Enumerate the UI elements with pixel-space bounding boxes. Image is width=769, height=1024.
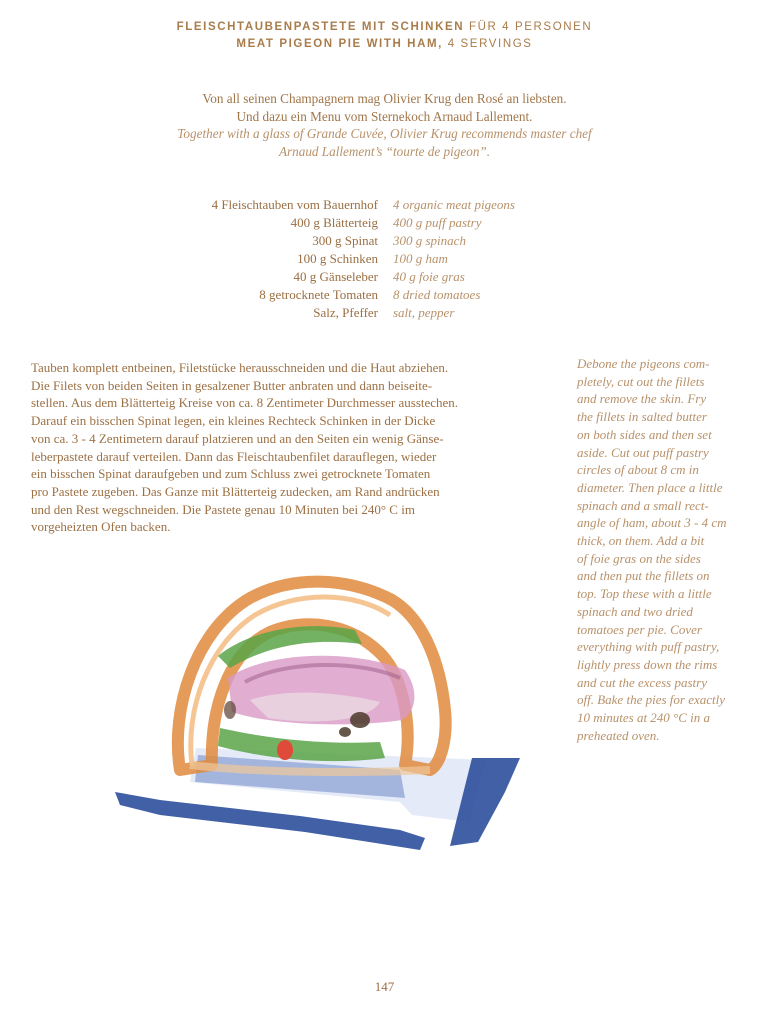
filling-dark <box>224 701 236 719</box>
method-en-line: aside. Cut out puff pastry <box>577 444 709 460</box>
method-de-line: und den Rest wegschneiden. Die Pastete genau 10 Minuten bei 240° C im <box>31 501 415 517</box>
method-en-line: 10 minutes at 240 °C in a <box>577 710 711 726</box>
ingredient-row <box>0 196 769 214</box>
recipe-header <box>0 19 769 53</box>
ingredient-en: 100 g ham <box>393 251 448 266</box>
ingredient-en: salt, pepper <box>393 305 455 320</box>
method-en-line: spinach and two dried <box>577 603 693 619</box>
method-de-line: stellen. Aus dem Blätterteig Kreise von ca. 8 Zentimeter Durchmesser ausstechen. <box>31 395 459 411</box>
method-german <box>31 359 521 536</box>
intro-de-line-2: Und dazu ein Menu vom Sternekoch Arnaud Lallement. <box>236 108 533 124</box>
method-en-line: on both sides and then set <box>577 426 712 442</box>
method-en-line: angle of ham, about 3 - 4 cm <box>577 515 727 531</box>
ingredient-en: 8 dried tomatoes <box>393 287 481 302</box>
pigeon-pie-illustration <box>100 560 540 900</box>
intro-en-line-2: Arnaud Lallement’s “tourte de pigeon”. <box>278 143 491 159</box>
ingredient-en: 4 organic meat pigeons <box>393 197 515 212</box>
ingredient-row <box>0 286 769 304</box>
method-de-line: Tauben komplett entbeinen, Filetstücke herausschneiden und die Haut abziehen. <box>31 360 449 375</box>
method-en-line: thick, on them. Add a bit <box>577 533 705 549</box>
ingredient-de: 400 g Blätterteig <box>290 215 378 230</box>
method-en-line: Debone the pigeons com- <box>577 356 710 371</box>
method-en-line: preheated oven. <box>577 727 660 743</box>
ingredient-de: Salz, Pfeffer <box>313 305 378 320</box>
ingredient-de: 100 g Schinken <box>297 251 378 266</box>
german-servings: FÜR 4 PERSONEN <box>468 21 593 33</box>
german-title: FLEISCHTAUBENPASTETE MIT SCHINKEN <box>176 21 465 33</box>
ingredient-de: 4 Fleischtauben vom Bauernhof <box>211 197 378 212</box>
foie-gras-dark <box>350 712 370 728</box>
ingredient-en: 300 g spinach <box>393 233 466 248</box>
method-en-line: pletely, cut out the fillets <box>577 373 705 389</box>
dried-tomato <box>277 740 293 760</box>
english-servings: 4 SERVINGS <box>447 38 533 50</box>
method-de-line: leberpastete darauf verteilen. Dann das Fleischtaubenfilet darauflegen, wieder <box>31 448 437 464</box>
english-title-line <box>0 36 769 53</box>
ingredient-de: 40 g Gänseleber <box>293 269 378 284</box>
method-de-line: vorgeheizten Ofen backen. <box>31 519 171 535</box>
ingredient-en: 40 g foie gras <box>393 269 465 284</box>
method-en-line: circles of about 8 cm in <box>577 462 699 478</box>
method-english <box>577 355 747 744</box>
method-de-line: Die Filets von beiden Seiten in gesalzener Butter anbraten und dann beiseite- <box>31 377 433 393</box>
method-en-line: lightly press down the rims <box>577 656 718 672</box>
ingredient-row <box>0 268 769 286</box>
ingredient-row <box>0 304 769 322</box>
ingredient-de: 8 getrocknete Tomaten <box>259 287 378 302</box>
method-en-line: and remove the skin. Fry <box>577 391 707 407</box>
ingredient-de: 300 g Spinat <box>312 233 378 248</box>
page-number: 147 <box>374 979 395 994</box>
ingredient-row <box>0 250 769 268</box>
method-en-line: of foie gras on the sides <box>577 550 701 566</box>
foie-gras-dark-2 <box>339 727 351 737</box>
method-en-line: everything with puff pastry, <box>577 639 720 655</box>
method-en-line: diameter. Then place a little <box>577 479 723 495</box>
method-en-line: and cut the excess pastry <box>577 674 707 690</box>
ingredient-en: 400 g puff pastry <box>393 215 482 230</box>
method-en-line: the fillets in salted butter <box>577 409 707 425</box>
method-de-line: pro Pastete zugeben. Das Ganze mit Blätterteig zudecken, am Rand andrücken <box>31 483 440 499</box>
intro-en-line-1: Together with a glass of Grande Cuvée, Olivier Krug recommends master chef <box>177 126 592 141</box>
method-en-line: tomatoes per pie. Cover <box>577 621 702 637</box>
ingredient-row <box>0 232 769 250</box>
method-en-line: and then put the fillets on <box>577 568 710 584</box>
method-en-line: off. Bake the pies for exactly <box>577 692 726 708</box>
intro-text <box>0 90 769 160</box>
intro-de-line-1: Von all seinen Champagnern mag Olivier Krug den Rosé an liebsten. <box>202 91 567 106</box>
method-en-line: top. Top these with a little <box>577 586 712 602</box>
method-en-line: spinach and a small rect- <box>577 497 709 513</box>
method-de-line: Darauf ein bisschen Spinat legen, ein kleines Rechteck Schinken in der Dicke <box>31 413 436 429</box>
ingredient-row <box>0 214 769 232</box>
ingredient-list <box>0 196 769 322</box>
plate-edge-front <box>115 792 425 850</box>
method-de-line: von ca. 3 - 4 Zentimetern darauf platzieren und an den Seiten ein wenig Gänse- <box>31 430 444 446</box>
english-title: MEAT PIGEON PIE WITH HAM, <box>236 38 443 50</box>
german-title-line <box>0 19 769 36</box>
method-de-line: ein bisschen Spinat daraufgeben und zum Schluss zwei getrocknete Tomaten <box>31 466 431 482</box>
